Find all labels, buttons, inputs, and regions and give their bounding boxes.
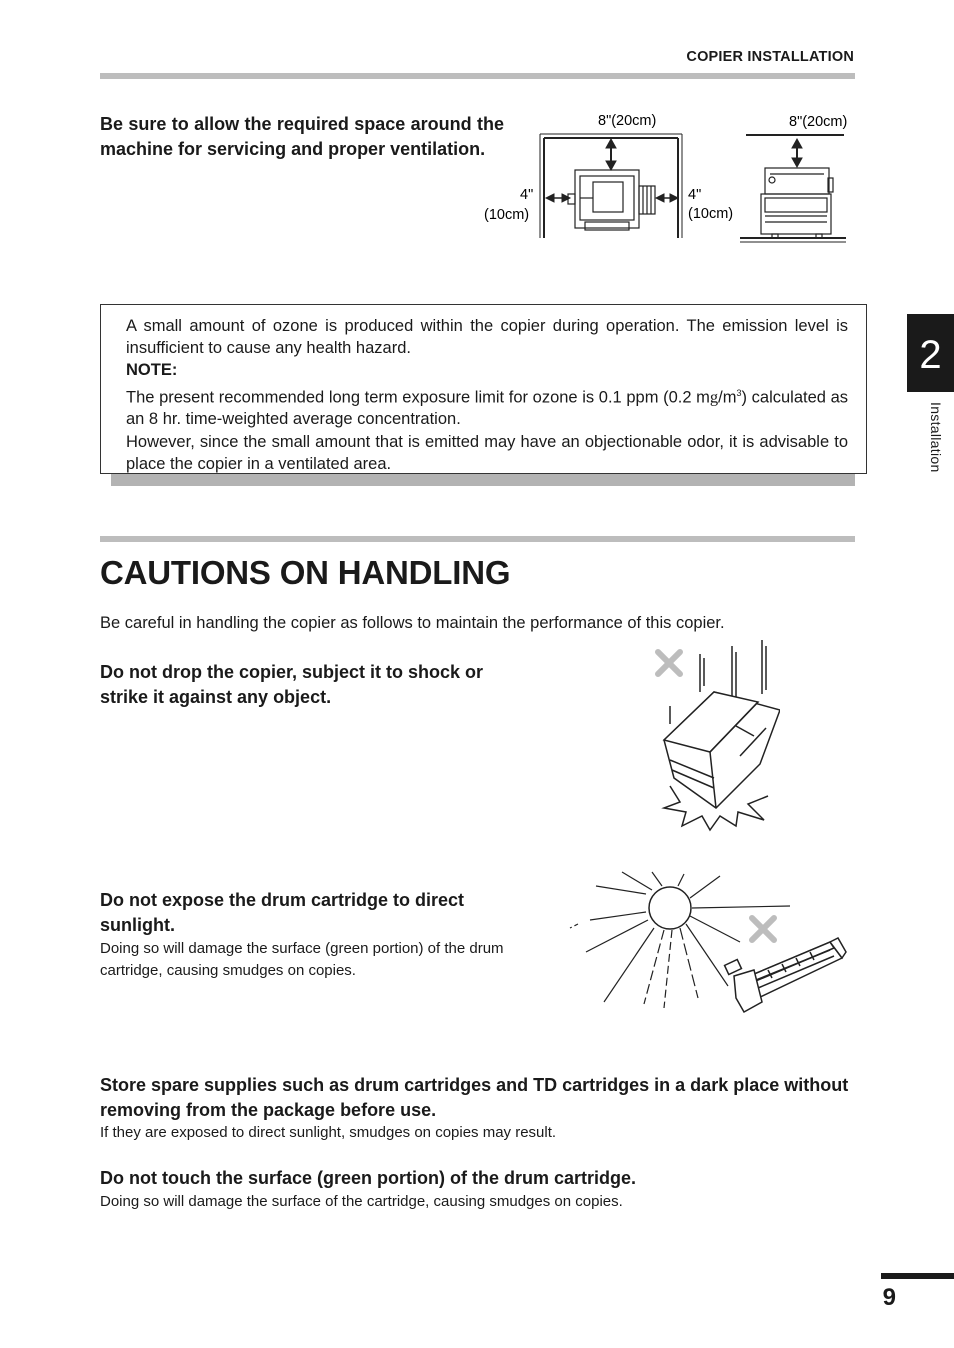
front-top-clearance-label: 8"(20cm) (789, 114, 848, 130)
cautions-intro: Be careful in handling the copier as follows to maintain the performance of this copier. (100, 614, 725, 632)
section-rule (100, 536, 855, 542)
clearance-diagram (480, 108, 860, 248)
space-notice-text: Be sure to allow the required space around the machine for servicing and proper ventilation. (100, 114, 504, 159)
caution-sunlight-body: Doing so will damage the surface (green portion) of the drum cartridge, causing smudges on copies. (100, 940, 504, 979)
caution-storage-title: Store spare supplies such as drum cartridges and TD cartridges in a dark place without removing from the package before use. (100, 1075, 849, 1120)
tilted-copier-icon (664, 692, 780, 808)
arrow-left-icon (546, 194, 570, 202)
prohibited-x-icon (752, 918, 774, 940)
ozone-note-line1: A small amount of ozone is produced within the copier during operation. The emission level is insufficient to cause any health hazard. (126, 317, 848, 358)
chapter-tab-label: Installation (928, 402, 944, 473)
chapter-tab: 2 (907, 314, 954, 392)
copier-front-view-icon (761, 168, 833, 238)
top-clearance-label: 8"(20cm) (598, 113, 657, 129)
caution-drop-title: Do not drop the copier, subject it to shock or strike it against any object. (100, 662, 484, 707)
caution-touch-body: Doing so will damage the surface of the cartridge, causing smudges on copies. (100, 1193, 623, 1210)
copier-top-view-icon (568, 170, 655, 230)
arrow-up-icon (792, 139, 802, 167)
caution-touch-title: Do not touch the surface (green portion) of the drum cartridge. (100, 1168, 637, 1188)
right-clearance-metric: (10cm) (688, 206, 734, 222)
left-clearance-metric: (10cm) (484, 207, 530, 223)
arrow-right-icon (656, 194, 678, 202)
arrow-up-icon (606, 139, 616, 170)
page-number: 9 (882, 1284, 896, 1311)
sunlight-drum-illustration (568, 868, 848, 1014)
dropped-copier-illustration (650, 636, 780, 832)
prohibited-x-icon (658, 652, 680, 674)
front-view-walls (740, 135, 846, 242)
ozone-note-line2: The present recommended long term exposure limit for ozone is 0.1 ppm (0.2 $mg/m^3$) calculated as an 8 hr. time-weighted average concentration. (126, 387, 848, 429)
right-clearance-label: 4" (688, 187, 702, 203)
caution-sunlight-title: Do not expose the drum cartridge to direct sunlight. (100, 890, 465, 935)
drum-cartridge-icon (725, 938, 846, 1012)
page-number-bar (881, 1273, 954, 1279)
ozone-note-line3: However, since the small amount that is emitted may have an objectionable odor, it is advisable to place the copier in a ventilated area. (126, 432, 848, 473)
left-clearance-label: 4" (520, 187, 534, 203)
ozone-note-label: NOTE: (126, 361, 178, 380)
running-header: COPIER INSTALLATION (686, 49, 854, 65)
ozone-note-box (100, 304, 867, 474)
caution-storage-body: If they are exposed to direct sunlight, smudges on copies may result. (100, 1124, 557, 1141)
section-title: CAUTIONS ON HANDLING (100, 554, 511, 591)
header-rule (100, 73, 855, 79)
sun-icon (649, 887, 691, 929)
